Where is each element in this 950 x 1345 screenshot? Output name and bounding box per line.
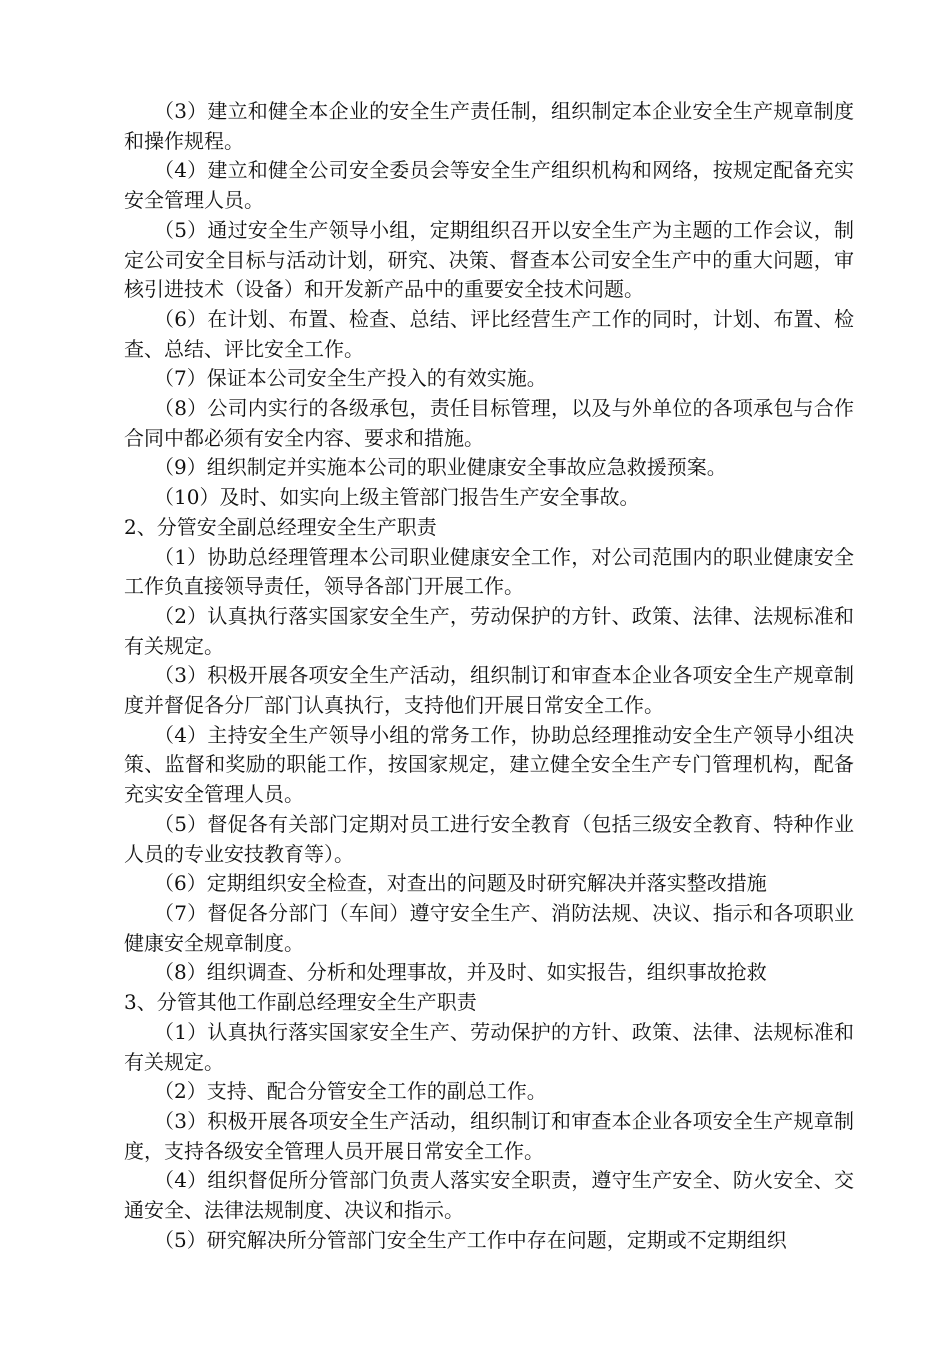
s3-item-3: （3）积极开展各项安全生产活动，组织制订和审查本企业各项安全生产规章制度，支持各级安全管理人员开展日常安全工作。 <box>124 1108 854 1163</box>
section-heading-3: 3、分管其他工作副总经理安全生产职责 <box>124 990 477 1015</box>
item-8-contracts: （8）公司内实行的各级承包，责任目标管理，以及与外单位的各项承包与合作合同中都必须有安全内容、要求和措施。 <box>124 396 854 450</box>
s2-item-3: （3）积极开展各项安全生产活动，组织制订和审查本企业各项安全生产规章制度并督促各分厂部门认真执行，支持他们开展日常安全工作。 <box>124 663 854 718</box>
item-7-investment: （7）保证本公司安全生产投入的有效实施。 <box>154 366 547 391</box>
s2-item-1: （1）协助总经理管理本公司职业健康安全工作，对公司范围内的职业健康安全工作负直接领导责任，领导各部门开展工作。 <box>124 544 854 599</box>
item-4-safety-committee: （4）建立和健全公司安全委员会等安全生产组织机构和网络，按规定配备充实安全管理人员。 <box>124 158 854 213</box>
s3-item-4: （4）组织督促所分管部门负责人落实安全职责，遵守生产安全、防火安全、交通安全、法律法规制度、决议和指示。 <box>124 1168 854 1223</box>
item-3-responsibility-system: （3）建立和健全本企业的安全生产责任制，组织制定本企业安全生产规章制度和操作规程。 <box>124 99 854 153</box>
document-page <box>124 97 854 1255</box>
s3-item-2: （2）支持、配合分管安全工作的副总工作。 <box>154 1079 547 1104</box>
item-9-emergency-plan: （9）组织制定并实施本公司的职业健康安全事故应急救援预案。 <box>154 455 727 480</box>
s3-item-5: （5）研究解决所分管部门安全生产工作中存在问题，定期或不定期组织 <box>154 1227 787 1252</box>
s2-item-4: （4）主持安全生产领导小组的常务工作，协助总经理推动安全生产领导小组决策、监督和奖励的职能工作，按国家规定，建立健全安全生产专门管理机构，配备充实安全管理人员。 <box>124 722 854 807</box>
item-6-plan-review: （6）在计划、布置、检查、总结、评比经营生产工作的同时，计划、布置、检查、总结、评比安全工作。 <box>124 306 854 361</box>
s2-item-6: （6）定期组织安全检查，对查出的问题及时研究解决并落实整改措施 <box>154 871 767 896</box>
s2-item-5: （5）督促各有关部门定期对员工进行安全教育（包括三级安全教育、特种作业人员的专业安技教育等）。 <box>124 811 854 866</box>
s2-item-8: （8）组织调查、分析和处理事故，并及时、如实报告，组织事故抢救 <box>154 960 767 985</box>
s3-item-1: （1）认真执行落实国家安全生产、劳动保护的方针、政策、法律、法规标准和有关规定。 <box>124 1019 854 1074</box>
item-10-accident-report: （10）及时、如实向上级主管部门报告生产安全事故。 <box>154 485 640 510</box>
item-5-leadership-group: （5）通过安全生产领导小组，定期组织召开以安全生产为主题的工作会议，制定公司安全目标与活动计划，研究、决策、督查本公司安全生产中的重大问题，审核引进技术（设备）和开发新产品中的重要安全技术问题。 <box>124 217 854 302</box>
section-heading-2: 2、分管安全副总经理安全生产职责 <box>124 514 437 539</box>
s2-item-7: （7）督促各分部门（车间）遵守安全生产、消防法规、决议、指示和各项职业健康安全规章制度。 <box>124 900 854 955</box>
s2-item-2: （2）认真执行落实国家安全生产，劳动保护的方针、政策、法律、法规标准和有关规定。 <box>124 603 854 658</box>
